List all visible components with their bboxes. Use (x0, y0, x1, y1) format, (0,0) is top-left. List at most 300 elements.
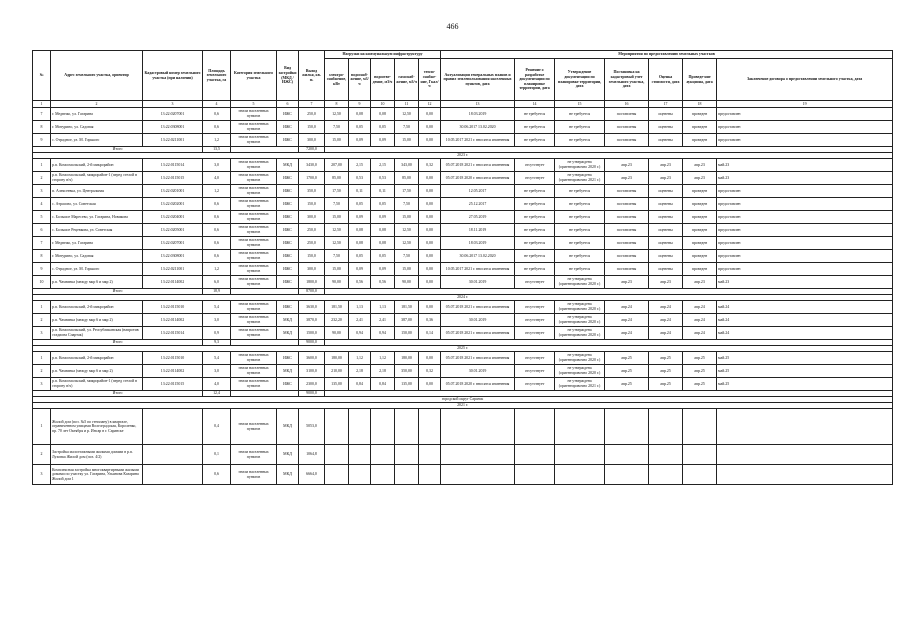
table-cell: земли населенных пунктов (231, 276, 277, 289)
table-cell: оценены (649, 134, 683, 147)
table-cell: 13:22:0202001 (143, 198, 203, 211)
column-numbers-row (33, 101, 893, 108)
table-cell: проведен (683, 250, 717, 263)
table-cell: апр.24 (649, 301, 683, 314)
table-cell: 0,00 (419, 250, 441, 263)
total-label: Итого (33, 391, 203, 397)
table-cell: 387,00 (395, 314, 419, 327)
table-cell: 181,50 (325, 301, 349, 314)
table-cell: 7,50 (395, 250, 419, 263)
table-cell: поставлены (605, 121, 649, 134)
table-cell: поставлены (605, 211, 649, 224)
table-cell: отсутствует (515, 314, 555, 327)
table-cell: 0,00 (419, 301, 441, 314)
table-cell: г. Медвежо, ул. Гагарина (51, 237, 143, 250)
table-cell: май.24 (717, 327, 893, 340)
table-cell: 7,50 (395, 198, 419, 211)
table-cell: 350,0 (299, 185, 325, 198)
table-cell: 15,00 (325, 134, 349, 147)
table-cell: 10.05.2017 2021 г. вносятся изменения (441, 263, 515, 276)
table-cell: ИЖС (277, 211, 299, 224)
table-cell: 30.01.2019 (441, 276, 515, 289)
table-cell: 250,0 (299, 237, 325, 250)
table-cell: апр.23 (649, 172, 683, 185)
table-cell: апр.23 (683, 172, 717, 185)
table-cell: 30.06.2017 13.02.2020 (441, 250, 515, 263)
table-cell: 3 (33, 465, 51, 485)
table-cell: поставлены (605, 250, 649, 263)
table-cell: 8 (33, 121, 51, 134)
table-cell: 13:22:0115015 (143, 172, 203, 185)
table-cell: ИЖС (277, 185, 299, 198)
table-cell: земли населенных пунктов (231, 121, 277, 134)
column-number: 14 (515, 101, 555, 108)
table-cell: 0,6 (203, 250, 231, 263)
table-cell: 12,50 (395, 237, 419, 250)
table-cell: 9 (33, 134, 51, 147)
table-cell: май.23 (717, 159, 893, 172)
table-cell: 250,0 (299, 224, 325, 237)
table-cell: 210,00 (325, 365, 349, 378)
table-cell: 13:22:0115010 (143, 301, 203, 314)
table-cell: земли населенных пунктов (231, 465, 277, 485)
table-cell: р.п. Комсомольский, ул. Республиканская (напротив стадиона Спартак) (51, 327, 143, 340)
table-cell: 0,84 (371, 378, 395, 391)
table-cell: земли населенных пунктов (231, 224, 277, 237)
table-cell (441, 465, 515, 485)
section-subtitle: 2021 г. (33, 403, 893, 409)
table-cell: земли населенных пунктов (231, 365, 277, 378)
table-cell: 0,32 (419, 365, 441, 378)
table-cell: 343,00 (395, 159, 419, 172)
table-cell: 0,08 (371, 237, 395, 250)
table-cell: поставлены (605, 263, 649, 276)
table-cell: 13:22:0211001 (143, 263, 203, 276)
table-cell (441, 409, 515, 445)
table-cell: 05.07.2018 2021 г. вносятся изменения (441, 327, 515, 340)
table-cell: оценены (649, 224, 683, 237)
table-cell: 0,08 (371, 224, 395, 237)
header-infra-group: Нагрузки на коммунальную инфраструктуру (325, 51, 441, 59)
table-cell: поставлены (605, 108, 649, 121)
table-cell: оценены (649, 237, 683, 250)
table-cell: 3630,0 (299, 301, 325, 314)
table-cell: 6664,0 (299, 465, 325, 485)
column-number: 13 (441, 101, 515, 108)
table-cell: 300,0 (299, 134, 325, 147)
total-housing: 8700,0 (299, 289, 325, 295)
total-area: 9,3 (203, 340, 231, 346)
column-number: 15 (555, 101, 605, 108)
table-cell (683, 409, 717, 445)
table-cell: 17,50 (325, 185, 349, 198)
table-cell: 300,0 (299, 263, 325, 276)
table-cell: оценены (649, 121, 683, 134)
section-title: 2025 г. (33, 346, 893, 352)
table-cell: апр.25 (605, 352, 649, 365)
column-number: 11 (395, 101, 419, 108)
table-cell: 2,15 (371, 159, 395, 172)
table-cell: ИЖС (277, 224, 299, 237)
table-cell: 135,00 (325, 378, 349, 391)
table-cell: 13:22:0201001 (143, 185, 203, 198)
table-cell: р.п. Комсомольский, микрорайон-1 (перед стелой в сторону в/ч) (51, 378, 143, 391)
table-cell: 0,05 (349, 198, 371, 211)
table-cell: апр.24 (605, 301, 649, 314)
table-cell: 2,18 (349, 365, 371, 378)
table-cell: 0,05 (349, 121, 371, 134)
table-cell: апр.23 (649, 159, 683, 172)
table-cell: май.23 (717, 172, 893, 185)
table-cell: не требуется (515, 134, 555, 147)
table-cell: не утверждена (ориентировочно 2020 г.) (555, 314, 605, 327)
header-measure-valuation: Оценка стоимости, дата (649, 59, 683, 101)
table-cell: 135,00 (395, 378, 419, 391)
column-number: 4 (203, 101, 231, 108)
table-cell: не требуется (555, 250, 605, 263)
table-cell: май.25 (717, 378, 893, 391)
table-cell: проведен (683, 198, 717, 211)
table-cell: май.25 (717, 352, 893, 365)
table-cell: 05.07.2018 2021 г. вносятся изменения (441, 352, 515, 365)
table-cell: не требуется (555, 121, 605, 134)
table-cell: 150,00 (395, 327, 419, 340)
header-cadastral: Кадастровый номер земельного участка (при наличии) (143, 51, 203, 101)
column-number: 19 (717, 101, 893, 108)
table-cell: Застройка малоэтажными жилыми домами в р.п. Луховка Жилой дом (поз. 4/2) (51, 445, 143, 465)
table-cell (649, 465, 683, 485)
table-cell: май.24 (717, 301, 893, 314)
column-number: 6 (277, 101, 299, 108)
table-cell (349, 445, 371, 465)
table-cell: 0,09 (349, 263, 371, 276)
table-cell: апр.25 (649, 365, 683, 378)
table-cell: 1064,8 (299, 445, 325, 465)
table-cell: 1,12 (349, 352, 371, 365)
table-cell: 300,0 (299, 211, 325, 224)
table-cell: 15,00 (395, 263, 419, 276)
table-cell: май.25 (717, 365, 893, 378)
table-cell (349, 409, 371, 445)
table-cell (605, 409, 649, 445)
header-infra-water: водоснаб-жение, м3/ч (349, 59, 371, 101)
table-cell: 2,41 (349, 314, 371, 327)
table-cell: 350,00 (395, 365, 419, 378)
table-cell (419, 409, 441, 445)
table-cell: 18.03.2019 (441, 108, 515, 121)
table-cell: г. Митурино, ул. Садовая (51, 121, 143, 134)
header-measure-approval: Утверждение документации по планировке территории, дата (555, 59, 605, 101)
table-cell: не утверждена (ориентировочно 2020 г.) (555, 276, 605, 289)
table-cell: 10.05.2017 2021 г. вносятся изменения (441, 134, 515, 147)
table-cell: 15,00 (395, 134, 419, 147)
table-cell: 13:22:0207001 (143, 108, 203, 121)
table-cell: 3,0 (203, 159, 231, 172)
table-cell: 5,4 (203, 352, 231, 365)
table-cell: 0,00 (419, 378, 441, 391)
table-cell: 12.05.2017 (441, 185, 515, 198)
total-housing: 9000,0 (299, 391, 325, 397)
table-cell: отсутствует (515, 301, 555, 314)
table-cell: 27.05.2019 (441, 211, 515, 224)
table-cell: 0,00 (419, 352, 441, 365)
table-cell (555, 445, 605, 465)
section-title: 2024 г. (33, 295, 893, 301)
header-measure-contract: Заключение договора о предоставлении земельного участка, дата (717, 59, 893, 101)
table-cell: Комплексная застройка многоквартирными жилыми домами по участку ул. Гагарина, Ульянова Казарина Жилой дом 1 (51, 465, 143, 485)
table-cell: 0,56 (349, 276, 371, 289)
table-cell: 0,4 (203, 409, 231, 445)
table-row (33, 314, 893, 327)
table-cell (605, 445, 649, 465)
table-cell: проведен (683, 211, 717, 224)
table-cell: не требуется (555, 185, 605, 198)
table-cell: 0,00 (419, 172, 441, 185)
header-infra-gas: газоснаб-жение, м3/ч (395, 59, 419, 101)
table-cell: предоставлен (717, 250, 893, 263)
table-cell: апр.24 (683, 314, 717, 327)
table-cell: апр.23 (649, 276, 683, 289)
table-cell: 13:22:0114002 (143, 314, 203, 327)
table-cell: не требуется (555, 224, 605, 237)
table-row (33, 378, 893, 391)
table-cell: земли населенных пунктов (231, 185, 277, 198)
table-cell: оценены (649, 185, 683, 198)
page-number: 466 (446, 22, 459, 31)
table-cell: апр.23 (605, 276, 649, 289)
table-cell: 13:22:0205001 (143, 224, 203, 237)
table-cell: 2,18 (371, 365, 395, 378)
table-cell (649, 409, 683, 445)
table-cell: 150,0 (299, 250, 325, 263)
table-cell: земли населенных пунктов (231, 211, 277, 224)
table-cell: 7 (33, 237, 51, 250)
table-cell: МКД (277, 159, 299, 172)
table-cell: отсутствует (515, 172, 555, 185)
table-cell (143, 465, 203, 485)
table-cell: отсутствует (515, 276, 555, 289)
table-cell: 0,6 (203, 108, 231, 121)
table-cell: апр.23 (605, 172, 649, 185)
table-cell: 12,50 (325, 224, 349, 237)
table-cell: 13:22:0308001 (143, 121, 203, 134)
table-cell: ИЖС (277, 352, 299, 365)
table-cell: проведен (683, 134, 717, 147)
table-cell: земли населенных пунктов (231, 352, 277, 365)
table-cell: 1 (33, 301, 51, 314)
table-cell: 3,0 (203, 365, 231, 378)
land-plots-table (32, 50, 893, 485)
table-cell: 0,6 (203, 211, 231, 224)
header-infra-power: электро-снабжение, кВт (325, 59, 349, 101)
section-title: городской округ Саранск (33, 397, 893, 403)
table-cell: с. Отрадное, ул. М. Горького (51, 263, 143, 276)
table-cell (683, 445, 717, 465)
table-cell: 1700,0 (299, 172, 325, 185)
table-cell: предоставлен (717, 108, 893, 121)
table-cell: 1800,0 (299, 276, 325, 289)
table-cell: МКД (277, 409, 299, 445)
table-cell: апр.25 (605, 365, 649, 378)
table-row (33, 276, 893, 289)
table-cell: 2 (33, 172, 51, 185)
column-number: 9 (349, 101, 371, 108)
table-cell: земли населенных пунктов (231, 108, 277, 121)
table-cell (555, 409, 605, 445)
table-cell: 0,00 (419, 198, 441, 211)
table-cell: 13:22:0308001 (143, 250, 203, 263)
table-cell: апр.24 (683, 301, 717, 314)
column-number: 3 (143, 101, 203, 108)
table-cell: апр.25 (649, 352, 683, 365)
table-cell: 6,0 (203, 276, 231, 289)
header-measure-auction: Проведе-ние аукциона, дата (683, 59, 717, 101)
table-cell: 180,00 (325, 352, 349, 365)
table-cell (555, 465, 605, 485)
table-row (33, 352, 893, 365)
table-cell: ИЖС (277, 198, 299, 211)
table-row (33, 211, 893, 224)
table-cell: оценены (649, 211, 683, 224)
table-cell: апр.24 (683, 327, 717, 340)
table-cell: 150,0 (299, 121, 325, 134)
table-cell: 3600,0 (299, 352, 325, 365)
table-cell: 0,53 (371, 172, 395, 185)
table-row (33, 263, 893, 276)
table-cell (395, 465, 419, 485)
table-cell: МКД (277, 314, 299, 327)
table-cell (515, 445, 555, 465)
table-row (33, 121, 893, 134)
table-cell: ИЖС (277, 250, 299, 263)
table-cell: предоставлен (717, 224, 893, 237)
table-cell: р.п. Чамзинка (между мкр 6 и мкр 2) (51, 276, 143, 289)
table-cell: 3870,0 (299, 314, 325, 327)
table-cell: 13:22:0204001 (143, 211, 203, 224)
column-number: 1 (33, 101, 51, 108)
table-cell: предоставлен (717, 237, 893, 250)
table-cell (649, 445, 683, 465)
table-cell: 0,11 (371, 185, 395, 198)
table-cell: не требуется (515, 198, 555, 211)
table-cell: 1,13 (371, 301, 395, 314)
table-cell: 0,00 (419, 108, 441, 121)
table-row (33, 301, 893, 314)
table-cell: не требуется (515, 263, 555, 276)
table-cell: с. Атрасово, ул. Советская (51, 198, 143, 211)
table-cell: земли населенных пунктов (231, 159, 277, 172)
table-cell: апр.23 (683, 276, 717, 289)
table-cell: апр.25 (683, 378, 717, 391)
table-cell: 05.07.2018 2021 г. вносятся изменения (441, 301, 515, 314)
table-cell: 250,0 (299, 108, 325, 121)
table-row (33, 327, 893, 340)
table-cell: 7,50 (325, 198, 349, 211)
table-cell: 6 (33, 224, 51, 237)
table-cell: отсутствует (515, 378, 555, 391)
table-row (33, 108, 893, 121)
table-cell: 5 (33, 211, 51, 224)
total-label: Итого (33, 289, 203, 295)
table-cell (717, 409, 893, 445)
table-cell (143, 445, 203, 465)
column-number: 18 (683, 101, 717, 108)
header-infra-sewer: водоотве-дение, м3/ч (371, 59, 395, 101)
table-cell: 13:22:0115015 (143, 378, 203, 391)
table-cell: 3 (33, 185, 51, 198)
table-cell: земли населенных пунктов (231, 301, 277, 314)
table-cell: 90,00 (325, 276, 349, 289)
table-cell: апр.25 (649, 378, 683, 391)
total-housing: 7200,0 (299, 147, 325, 153)
table-row (33, 134, 893, 147)
table-cell: оценены (649, 250, 683, 263)
table-cell (371, 465, 395, 485)
table-cell: 4,0 (203, 172, 231, 185)
table-cell: 1,2 (203, 185, 231, 198)
table-cell: не утверждена (ориентировочно 2020 г.) (555, 352, 605, 365)
table-cell: 0,6 (203, 121, 231, 134)
table-cell: проведен (683, 224, 717, 237)
table-cell: не утверждена (ориентировочно 2021 г.) (555, 172, 605, 185)
table-cell: 0,6 (203, 224, 231, 237)
table-cell: 207,00 (325, 159, 349, 172)
table-cell: не требуется (515, 224, 555, 237)
table-cell: май.23 (717, 276, 893, 289)
table-cell: земли населенных пунктов (231, 409, 277, 445)
table-cell (515, 465, 555, 485)
table-cell: 0,05 (371, 121, 395, 134)
table-cell: 30.01.2019 (441, 314, 515, 327)
table-cell: земли населенных пунктов (231, 378, 277, 391)
table-cell: 13:22:0114002 (143, 365, 203, 378)
header-address: Адрес земельного участка, ориентир (51, 51, 143, 101)
table-cell: р.п. Комсомольский, 2-й микрорайон (51, 352, 143, 365)
table-cell: проведен (683, 185, 717, 198)
header-type: Вид застройки (МКД / ИЖС) (277, 51, 299, 101)
table-cell: 0,05 (371, 198, 395, 211)
table-row (33, 185, 893, 198)
table-cell: ИЖС (277, 172, 299, 185)
header-measure-plans: Актуализация генеральных планов и правил землепользования населенных пунктов, дата (441, 59, 515, 101)
table-cell: 232,20 (325, 314, 349, 327)
table-cell (395, 409, 419, 445)
table-cell: 181,50 (395, 301, 419, 314)
table-cell: 10 (33, 276, 51, 289)
table-cell: 3100,0 (299, 365, 325, 378)
header-infra-heat: тепло-снабже-ние, Гкал/ч (419, 59, 441, 101)
table-cell (717, 465, 893, 485)
table-cell: оценены (649, 263, 683, 276)
table-cell: 3 (33, 327, 51, 340)
table-cell: не утверждена (ориентировочно 2020 г.) (555, 365, 605, 378)
table-cell: ИЖС (277, 121, 299, 134)
table-cell: МКД (277, 365, 299, 378)
table-cell (717, 445, 893, 465)
column-number: 2 (51, 101, 143, 108)
table-cell: р.п. Комсомольский, 2-й микрорайон (51, 301, 143, 314)
table-cell (395, 445, 419, 465)
table-cell: 25.12.2017 (441, 198, 515, 211)
table-cell: отсутствует (515, 352, 555, 365)
table-cell: 13:22:0207001 (143, 237, 203, 250)
table-cell: 0,94 (349, 327, 371, 340)
table-cell: отсутствует (515, 159, 555, 172)
table-cell: оценены (649, 198, 683, 211)
table-cell: не требуется (515, 185, 555, 198)
table-cell: 0,6 (203, 465, 231, 485)
table-cell: не требуется (555, 263, 605, 276)
